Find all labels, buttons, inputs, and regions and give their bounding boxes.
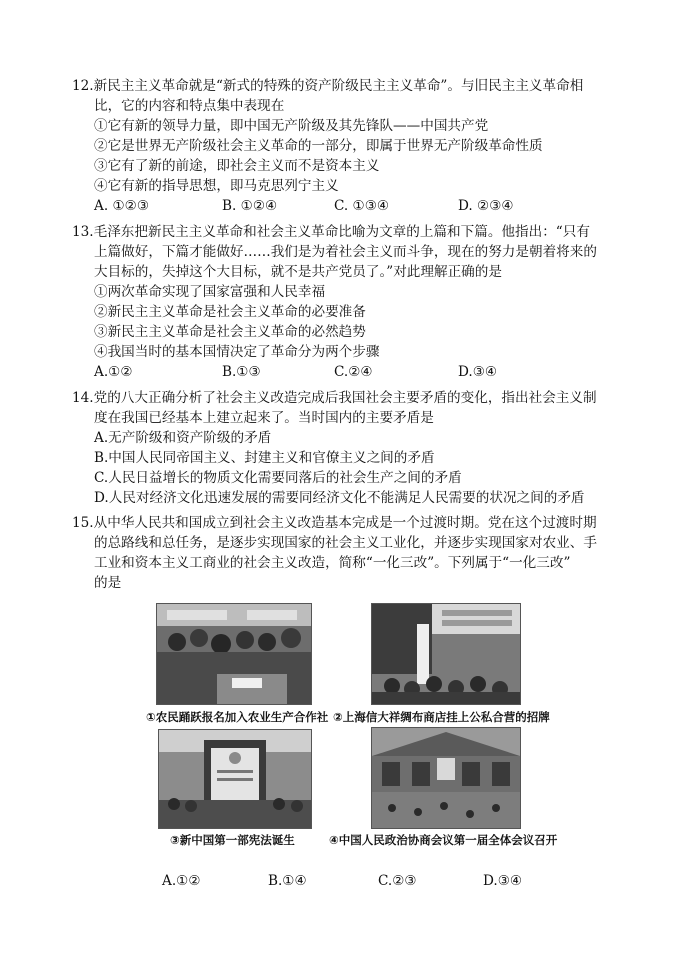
q14-option-a[interactable]: A.无产阶级和资产阶级的矛盾 <box>94 430 272 446</box>
q12-item-2: ②它是世界无产阶级社会主义革命的一部分，即属于世界无产阶级革命性质 <box>94 138 543 154</box>
question-15 <box>72 513 632 593</box>
q12-item-3: ③它有了新的前途，即社会主义而不是资本主义 <box>94 158 380 174</box>
caption-photo-4: ④中国人民政治协商会议第一届全体会议召开 <box>329 833 558 847</box>
q13-option-a[interactable]: A.①② <box>94 364 133 380</box>
q12-options <box>72 196 632 217</box>
q12-option-c[interactable]: C. ①③④ <box>334 198 390 214</box>
photo-first-constitution <box>158 729 312 829</box>
q12-option-b[interactable]: B. ①②④ <box>222 198 278 214</box>
q15-stem-line-1: 15.从中华人民共和国成立到社会主义改造基本完成是一个过渡时期。党在这个过渡时期 <box>72 515 597 531</box>
q14-option-d[interactable]: D.人民对经济文化迅速发展的需要同经济文化不能满足人民需要的状况之间的矛盾 <box>94 490 585 506</box>
q13-stem-line-1: 13.毛泽东把新民主主义革命和社会主义革命比喻为文章的上篇和下篇。他指出：“只有 <box>72 224 590 240</box>
photo-farmers-cooperative <box>156 603 312 705</box>
q15-stem-line-2: 的总路线和总任务，是逐步实现国家的社会主义工业化，并逐步实现国家对农业、手 <box>94 535 597 551</box>
question-14 <box>72 388 632 508</box>
q13-option-d[interactable]: D.③④ <box>458 364 498 380</box>
q15-options <box>0 871 688 891</box>
q14-stem-line-2: 度在我国已经基本上建立起来了。当时国内的主要矛盾是 <box>94 410 434 426</box>
q15-option-c[interactable]: C.②③ <box>378 873 417 889</box>
q13-item-1: ①两次革命实现了国家富强和人民幸福 <box>94 284 326 300</box>
q13-item-2: ②新民主主义革命是社会主义革命的必要准备 <box>94 304 366 320</box>
caption-photo-3: ③新中国第一部宪法诞生 <box>170 833 295 847</box>
q13-option-b[interactable]: B.①③ <box>222 364 261 380</box>
q15-option-d[interactable]: D.③④ <box>483 873 523 889</box>
q14-stem-line-1: 14.党的八大正确分析了社会主义改造完成后我国社会主要矛盾的变化，指出社会主义制 <box>72 390 597 406</box>
caption-photo-1: ①农民踊跃报名加入农业生产合作社 <box>146 710 329 724</box>
q13-item-3: ③新民主主义革命是社会主义革命的必然趋势 <box>94 324 366 340</box>
question-12 <box>72 76 632 217</box>
q15-option-a[interactable]: A.①② <box>162 873 201 889</box>
q13-item-4: ④我国当时的基本国情决定了革命分为两个步骤 <box>94 344 380 360</box>
q12-stem-line-1: 12.新民主主义革命就是“新式的特殊的资产阶级民主主义革命”。与旧民主主义革命相 <box>72 78 584 94</box>
photo-cppcc-first-session <box>371 727 521 829</box>
q13-options <box>72 362 632 383</box>
q13-stem-line-2: 上篇做好，下篇才能做好……我们是为着社会主义而斗争，现在的努力是朝着将来的 <box>94 244 597 260</box>
q13-option-c[interactable]: C.②④ <box>334 364 373 380</box>
q13-stem-line-3: 大目标的，失掉这个大目标，就不是共产党员了。”对此理解正确的是 <box>94 264 502 280</box>
q15-stem-line-3: 工业和资本主义工商业的社会主义改造，简称“一化三改”。下列属于“一化三改” <box>94 555 571 571</box>
q12-item-1: ①它有新的领导力量，即中国无产阶级及其先锋队——中国共产党 <box>94 118 489 134</box>
q12-option-a[interactable]: A. ①②③ <box>94 198 150 214</box>
caption-photo-2: ②上海信大祥绸布商店挂上公私合营的招牌 <box>333 710 550 724</box>
q14-option-b[interactable]: B.中国人民同帝国主义、封建主义和官僚主义之间的矛盾 <box>94 450 435 466</box>
q15-stem-line-4: 的是 <box>94 575 122 591</box>
q12-stem-line-2: 比，它的内容和特点集中表现在 <box>94 98 285 114</box>
question-13 <box>72 222 632 383</box>
photo-shanghai-store-sign <box>371 603 521 705</box>
q14-option-c[interactable]: C.人民日益增长的物质文化需要同落后的社会生产之间的矛盾 <box>94 470 462 486</box>
q12-option-d[interactable]: D. ②③④ <box>458 198 514 214</box>
q12-item-4: ④它有新的指导思想，即马克思列宁主义 <box>94 178 339 194</box>
q15-option-b[interactable]: B.①④ <box>268 873 307 889</box>
